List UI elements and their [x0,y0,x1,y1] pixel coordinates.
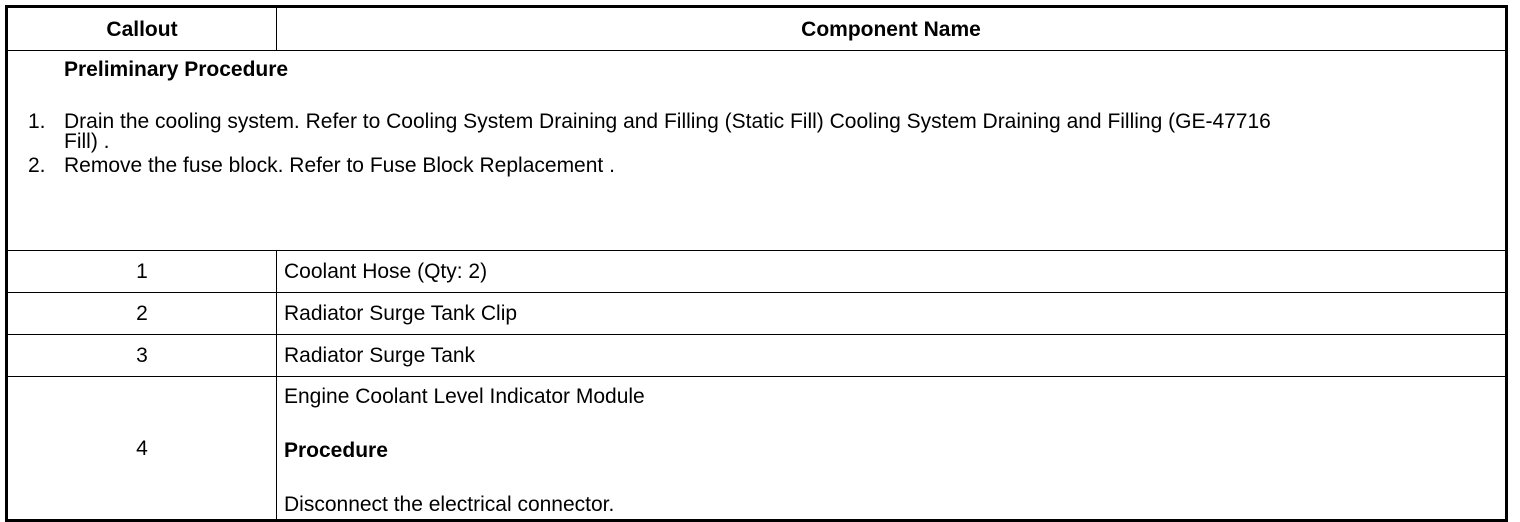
step-text: Drain the cooling system. Refer to Cooling System Draining and Filling (Static Fill) Cooling System Draining and Filling (GE-47716 [64,110,1271,133]
callout-cell: 4 [7,377,277,521]
component-cell: Coolant Hose (Qty: 2) [277,251,1507,293]
step-number: 2. [28,154,46,177]
preliminary-title: Preliminary Procedure [64,58,289,81]
component-table [5,5,1508,522]
component-cell: Radiator Surge Tank [277,335,1507,377]
procedure-text: Disconnect the electrical connector. [284,493,615,516]
step-text-continued: Fill) . [64,130,110,153]
callout-cell: 3 [7,335,277,377]
callout-cell: 2 [7,293,277,335]
table-row [7,293,1507,335]
step-number: 1. [28,110,46,133]
step-item [28,151,1497,181]
procedure-title: Procedure [284,439,388,462]
component-column-header: Component Name [277,7,1507,51]
table-header-row [7,7,1507,51]
preliminary-steps [28,107,1497,181]
table-row [7,335,1507,377]
table-row [7,377,1507,521]
preliminary-cell [7,51,1507,251]
callout-column-header: Callout [7,7,277,51]
component-name: Engine Coolant Level Indicator Module [284,385,645,408]
table-row [7,251,1507,293]
step-text: Remove the fuse block. Refer to Fuse Block Replacement . [64,154,615,177]
callout-cell: 1 [7,251,277,293]
component-cell [277,377,1507,521]
preliminary-row [7,51,1507,251]
component-cell: Radiator Surge Tank Clip [277,293,1507,335]
step-item [28,107,1497,151]
